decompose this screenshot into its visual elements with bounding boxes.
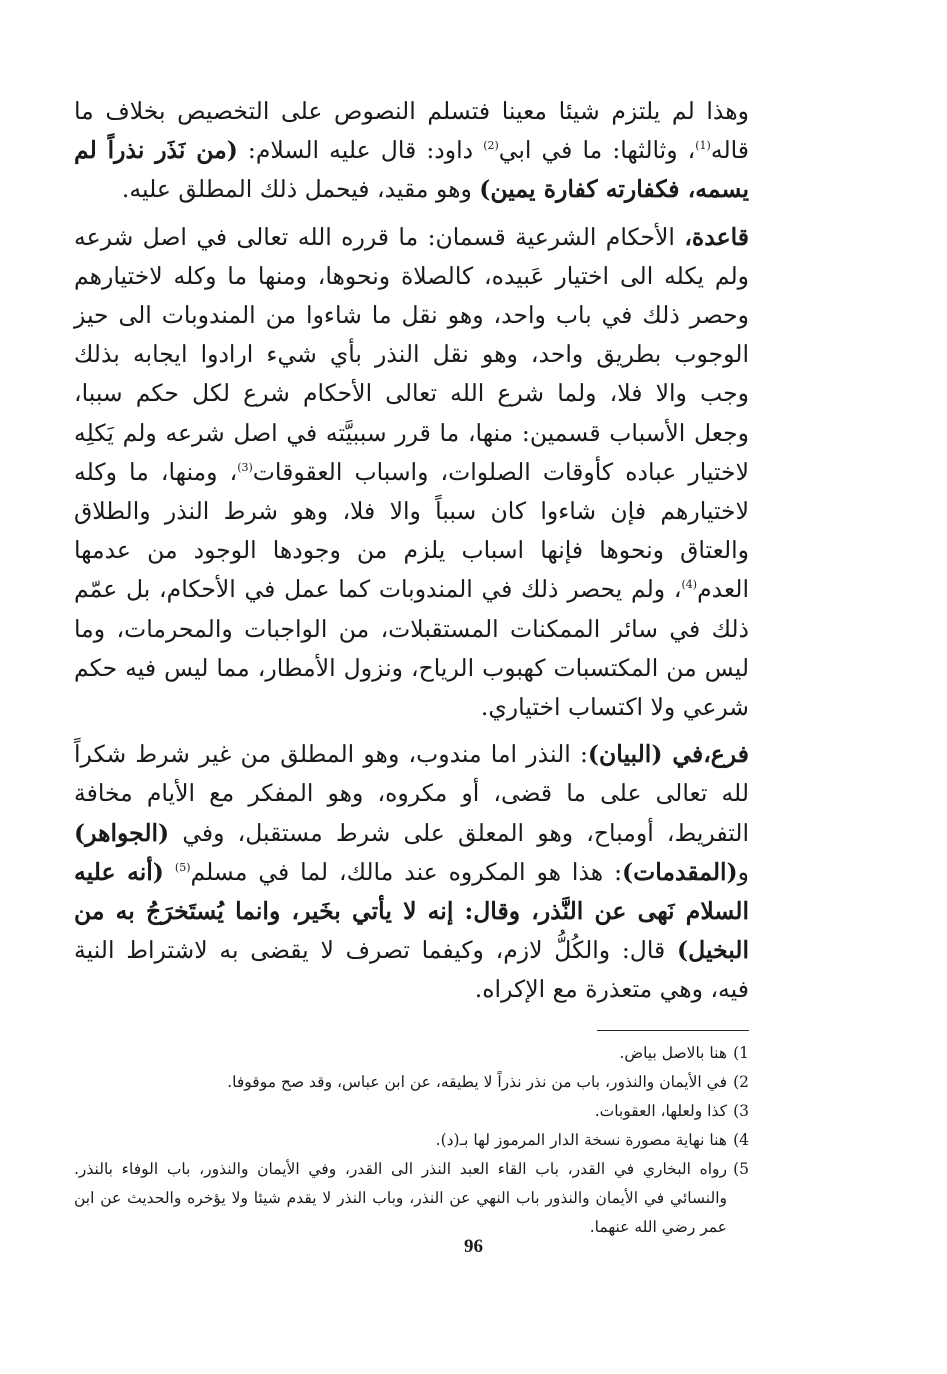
footnote-2 [74, 1068, 749, 1097]
footnote-text: هنا بالاصل بياض. [619, 1043, 727, 1062]
footnote-4 [74, 1126, 749, 1155]
footnote-ref[interactable]: (5) [174, 861, 191, 875]
footnote-ref[interactable]: (1) [695, 139, 711, 153]
footnote-text: في الأيمان والنذور، باب من نذر نذراً لا يطيقه، عن ابن عباس، وقد صح موقوفا. [227, 1072, 727, 1091]
hadith-quote: (أنه عليه السلام نَهى عن النَّذر، وقال: إنه لا يأتي بخَير، وانما يُستَخرَجُ به من البخيل) [74, 857, 749, 965]
main-text [74, 92, 749, 1010]
footnotes [74, 1039, 749, 1242]
text-run: الأحكام الشرعية قسمان: ما قرره الله تعالى في اصل شرعه ولم يكله الى اختيار عَبيده، كالصلاة ونحوها، ومنها ما وكله لاختيارهم وحصر ذلك في باب واحد، وهو نقل ما شاءوا من المندوبات الى حيز الوجوب بطريق واحد، وهو نقل النذر بأي شيء ارادوا ايجابه بذلك وجب والا فلا، ولما شرع الله تعالى الأحكام شرع لكل حكم سببا، وجعل الأسباب قسمين: منها، ما قرر سببيَّته في اصل شرعه ولم يَكلِه لاختيار عباده كأوقات الصلوات، واسباب العقوقات [74, 222, 749, 486]
text-run: وهذا لم يلتزم شيئا معينا فتسلم النصوص على التخصيص بخلاف ما قاله [74, 97, 749, 165]
text-run: ، وثالثها: ما في ابي [498, 136, 696, 165]
text-run: : النذر اما مندوب، وهو المطلق من غير شرط شكراً لله تعالى على ما قضى، أو مكروه، وهو المفكر مع الأيام مخافة التفريط، أومباح، وهو المعلق على شرط مستقبل، وفي [74, 740, 749, 847]
page-number: 96 [464, 1236, 483, 1257]
text-run: ، ولم يحصر ذلك في المندوبات كما عمل في الأحكام، بل عمّم ذلك في سائر الممكنات المستقبلات، من الواجبات والمحرمات، وما ليس من المكتسبات كهبوب الرياح، ونزول الأمطار، مما ليس فيه حكم شرعي ولا اكتساب اختياري. [74, 575, 749, 722]
text-run: : هذا هو المكروه عند مالك، لما في مسلم [190, 857, 623, 886]
text-run: داود: قال عليه السلام: [237, 136, 484, 165]
footnote-5 [74, 1155, 749, 1242]
footnote-1 [74, 1039, 749, 1068]
footnote-3 [74, 1097, 749, 1126]
source-title: في (البيان) [587, 740, 704, 769]
footnote-ref[interactable]: (3) [237, 461, 253, 474]
paragraph-3 [74, 735, 749, 1009]
section-lead: قاعدة، [684, 222, 749, 251]
text-run: قال: والكُلُّ لازم، وكيفما تصرف لا يقضى به لاشتراط النية فيه، وهي متعذرة مع الإكراه. [74, 936, 749, 1004]
footnote-text: هنا نهاية مصورة نسخة الدار المرموز لها بـ(د). [435, 1130, 727, 1149]
text-run: و [737, 857, 749, 886]
footnote-number: 2) [733, 1072, 749, 1091]
paragraph-2 [74, 218, 749, 728]
footnote-separator [597, 1030, 749, 1031]
hadith-quote: (من نَذَر نذراً لم يسمه، فكفارته كفارة يمين) [74, 136, 749, 204]
text-run: وهو مقيد، فيحمل ذلك المطلق عليه. [121, 175, 480, 204]
footnote-number: 1) [733, 1043, 749, 1062]
footnote-text: كذا ولعلها، العقوبات. [594, 1101, 727, 1120]
footnote-text: رواه البخاري في القدر، باب القاء العبد النذر الى القدر، وفي الأيمان والنذور، باب الوفاء بالنذر. والنسائي في الأيمان والنذور باب النهي عن النذر، وباب النذر لا يقدم شيئا ولا يؤخره والحديث عن ابن عمر رضي الله عنهما. [74, 1159, 727, 1236]
text-run: ، ومنها، ما وكله لاختيارهم فإن شاءوا كان سبباً والا فلا، وهو شرط النذر والطلاق والعتاق ونحوها فإنها اسباب يلزم من وجودها الوجود من عدمها العدم [74, 457, 749, 604]
section-lead: فرع، [703, 740, 749, 769]
source-title: (الجواهر) [74, 818, 170, 847]
footnote-number: 5) [733, 1159, 749, 1178]
footnote-ref[interactable]: (2) [483, 139, 499, 153]
footnote-number: 4) [733, 1130, 749, 1149]
footnote-ref[interactable]: (4) [681, 578, 698, 592]
paragraph-1 [74, 92, 749, 210]
text-run [164, 858, 175, 886]
footnote-number: 3) [733, 1101, 749, 1120]
source-title: (المقدمات) [622, 857, 738, 886]
